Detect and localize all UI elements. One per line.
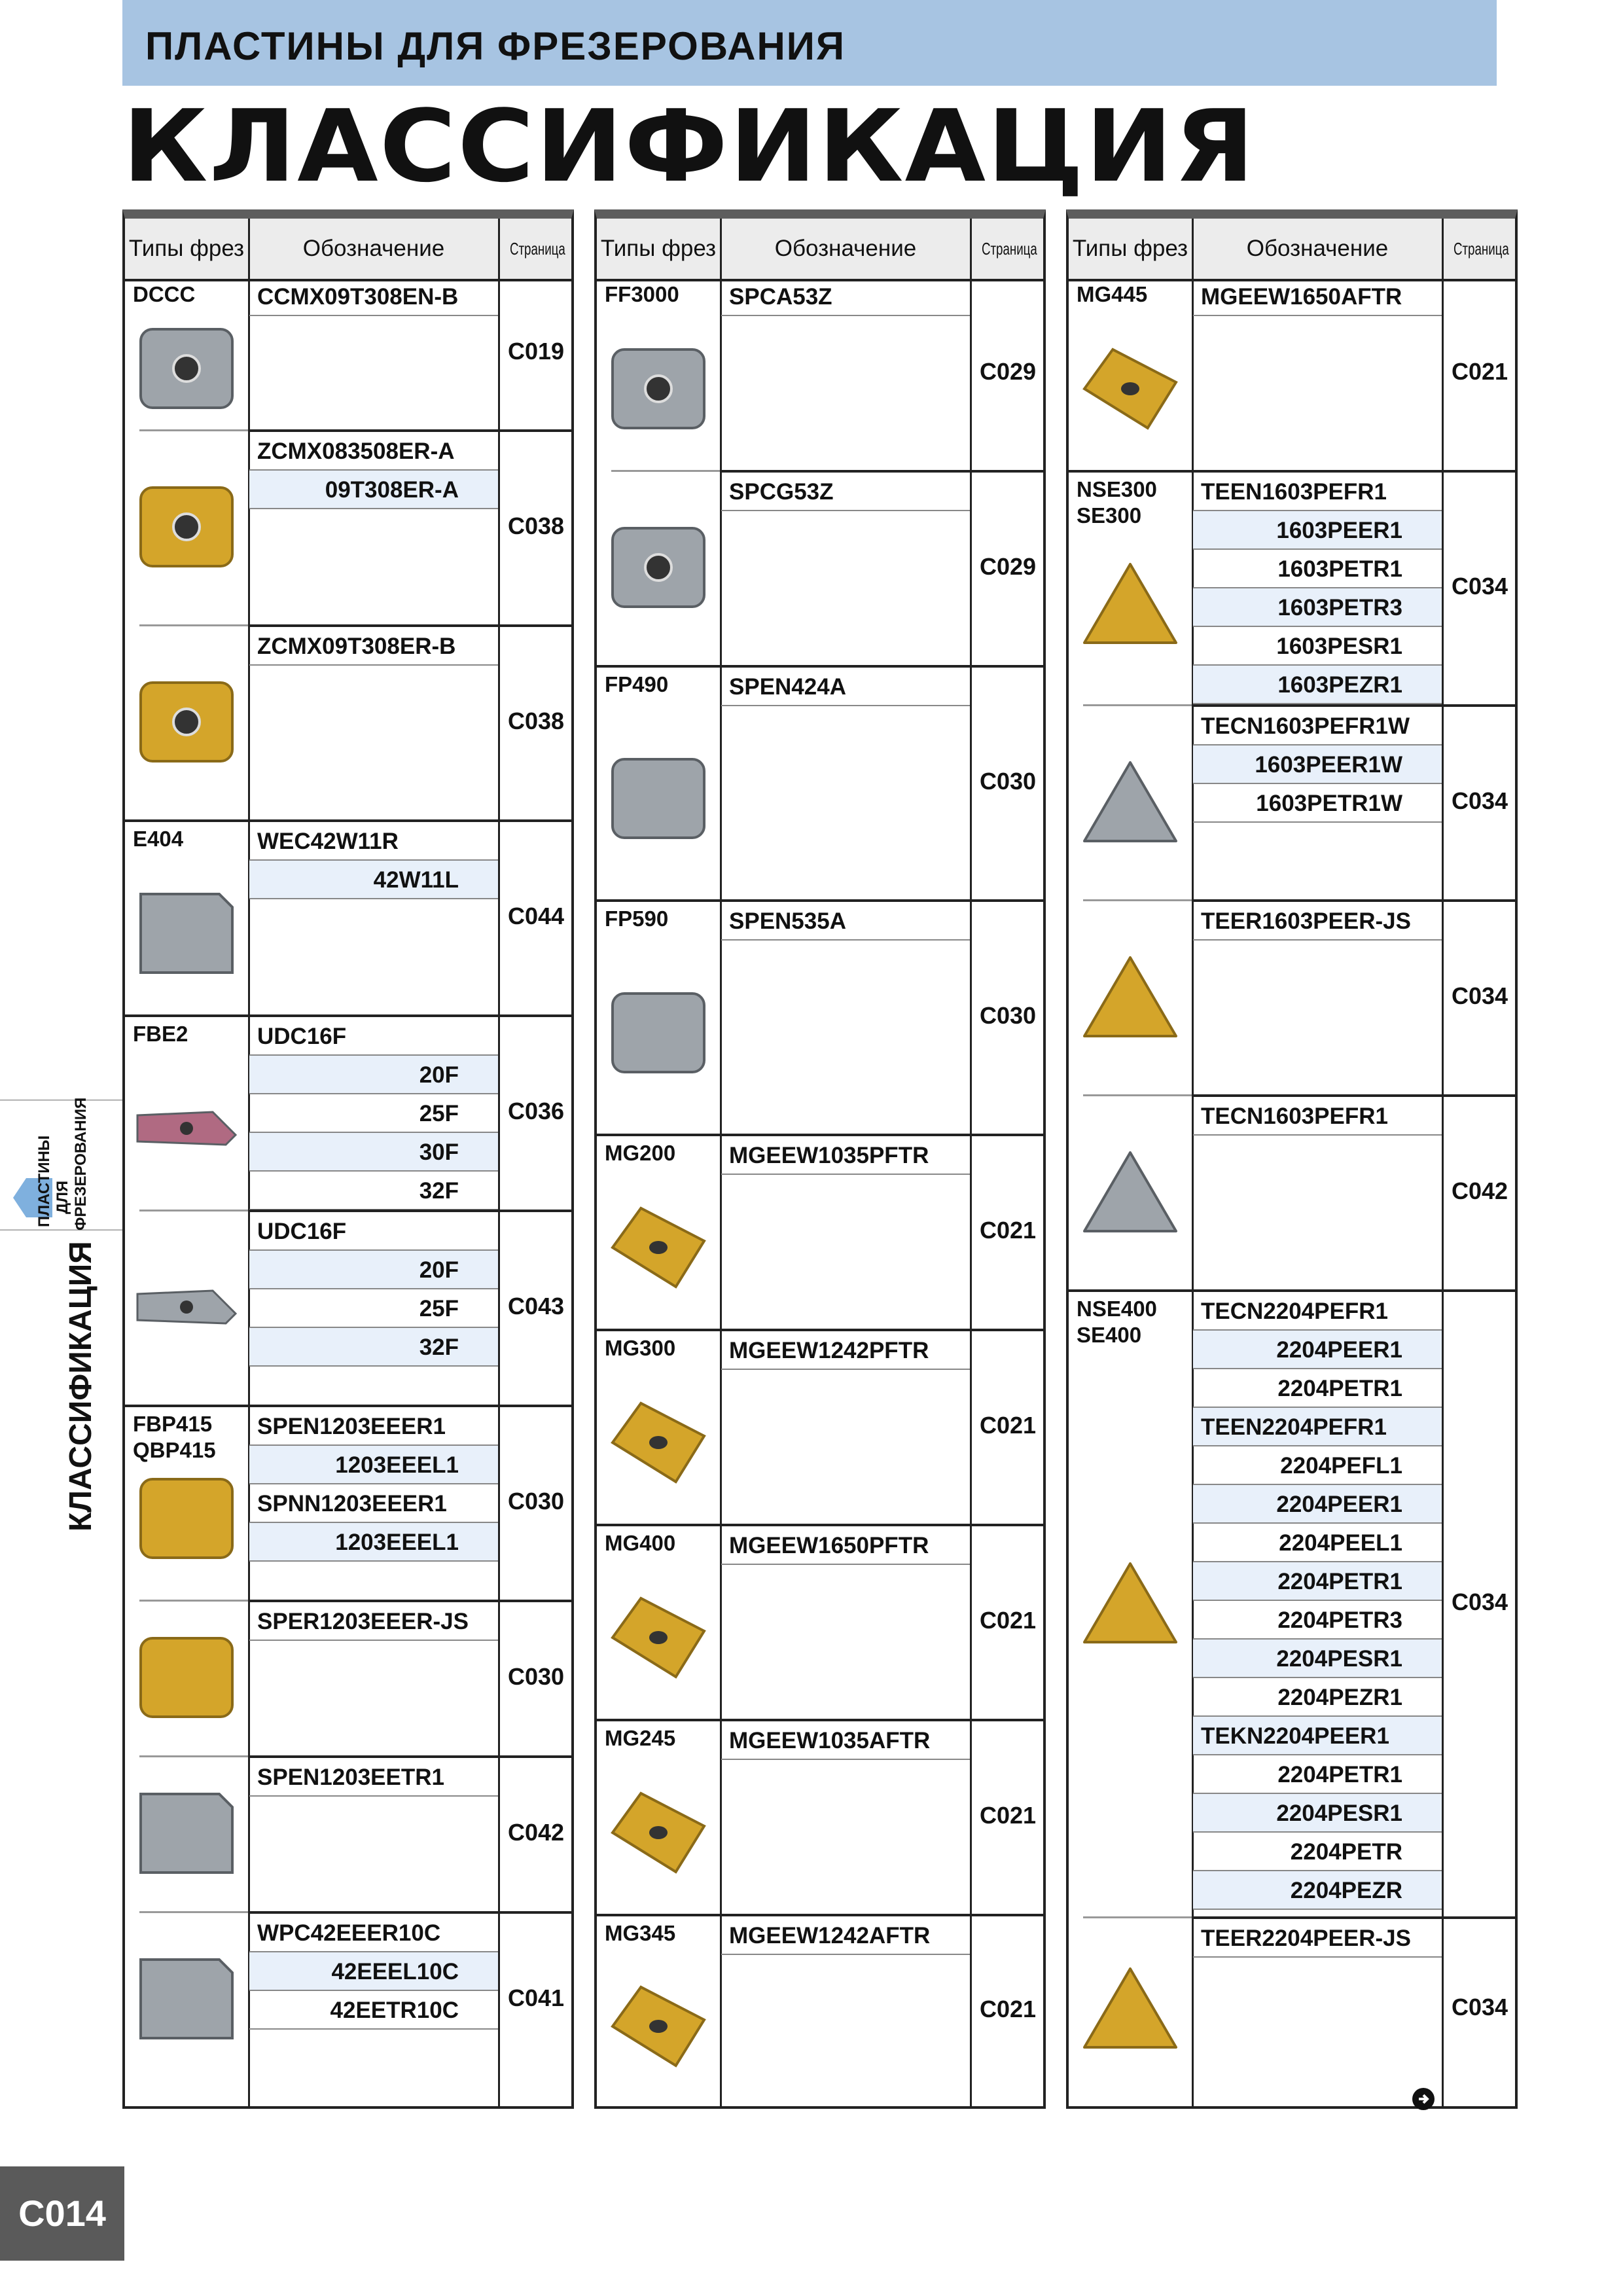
insert-image xyxy=(134,1632,239,1723)
designation-code: 1603PETR3 xyxy=(1193,588,1442,627)
designation-list xyxy=(249,1914,498,2030)
designation-list xyxy=(249,1407,498,1562)
designation-code: 32F xyxy=(249,1172,498,1210)
page-subtitle: ПЛАСТИНЫ ДЛЯ ФРЕЗЕРОВАНИЯ xyxy=(145,24,846,68)
designation-list xyxy=(721,1916,970,1955)
designation-code: TEEN2204PEFR1 xyxy=(1193,1408,1442,1446)
page-reference[interactable]: C038 xyxy=(507,708,565,734)
designation-code: 30F xyxy=(249,1133,498,1172)
designation-code: 2204PETR xyxy=(1193,1833,1442,1871)
designation-code: 1603PEER1W xyxy=(1193,745,1442,784)
designation-code: 2204PEEL1 xyxy=(1193,1524,1442,1562)
insert-group xyxy=(597,899,1043,1134)
series-label: E404 xyxy=(133,827,184,851)
side-tab-line-1: ПЛАСТИНЫ xyxy=(35,1135,53,1227)
designation-code: ZCMX09T308ER-B xyxy=(249,627,498,666)
arrow-glyph xyxy=(1412,2088,1435,2110)
designation-list xyxy=(1193,902,1442,941)
designation-code: SPCG53Z xyxy=(721,473,970,511)
column-header-page: Страница xyxy=(1453,239,1509,259)
designation-code: 2204PEZR xyxy=(1193,1871,1442,1910)
designation-list xyxy=(721,1331,970,1370)
insert-image xyxy=(1078,951,1183,1043)
page-reference[interactable]: C021 xyxy=(1451,358,1508,385)
series-label: FP590 xyxy=(605,906,669,931)
designation-code: 42EEEL10C xyxy=(249,1952,498,1991)
insert-image xyxy=(134,1953,239,2045)
designation-list xyxy=(721,668,970,706)
insert-group xyxy=(125,819,571,1014)
page-number-badge: C014 xyxy=(0,2166,124,2261)
insert-group xyxy=(125,429,571,624)
page-reference[interactable]: C021 xyxy=(979,1607,1037,1634)
insert-image xyxy=(134,888,239,979)
page-reference[interactable]: C034 xyxy=(1451,787,1508,814)
page-reference[interactable]: C036 xyxy=(507,1098,565,1124)
designation-code: TEKN2204PEER1 xyxy=(1193,1717,1442,1755)
insert-image xyxy=(134,1083,239,1174)
header-band xyxy=(122,0,1497,86)
designation-code: 09T308ER-A xyxy=(249,471,498,509)
designation-list xyxy=(721,278,970,316)
series-label: MG200 xyxy=(605,1141,676,1165)
designation-list xyxy=(1193,707,1442,823)
insert-image xyxy=(606,753,711,844)
designation-code: 1203EEEL1 xyxy=(249,1523,498,1562)
insert-group xyxy=(1069,1289,1515,1916)
insert-group xyxy=(597,275,1043,470)
designation-code: 2204PEZR1 xyxy=(1193,1678,1442,1717)
series-label: MG445 xyxy=(1077,282,1148,306)
insert-image xyxy=(1078,558,1183,649)
designation-code: MGEEW1242PFTR xyxy=(721,1331,970,1370)
series-label: MG400 xyxy=(605,1531,676,1555)
classification-table-3 xyxy=(1066,209,1518,2109)
designation-code: 2204PETR1 xyxy=(1193,1562,1442,1601)
insert-image xyxy=(1078,1557,1183,1649)
classification-table-1 xyxy=(122,209,574,2109)
column-header-designation: Обозначение xyxy=(302,236,445,261)
designation-list xyxy=(249,1017,498,1210)
designation-code: 2204PESR1 xyxy=(1193,1794,1442,1833)
page-reference[interactable]: C041 xyxy=(507,1984,565,2011)
insert-group xyxy=(125,1014,571,1210)
designation-list xyxy=(721,902,970,941)
side-section-title: КЛАССИФИКАЦИЯ xyxy=(63,1241,98,1532)
designation-code: UDC16F xyxy=(249,1212,498,1251)
series-label: MG300 xyxy=(605,1336,676,1360)
designation-code: 20F xyxy=(249,1056,498,1094)
column-header-designation: Обозначение xyxy=(1246,236,1389,261)
designation-list xyxy=(1193,1919,1442,1958)
insert-image xyxy=(134,1261,239,1353)
designation-code: SPEN424A xyxy=(721,668,970,706)
designation-code: 2204PEFL1 xyxy=(1193,1446,1442,1485)
designation-code: TECN1603PEFR1W xyxy=(1193,707,1442,745)
insert-image xyxy=(606,1981,711,2072)
page-reference[interactable]: C034 xyxy=(1451,573,1508,600)
column-header-page: Страница xyxy=(509,239,565,259)
column-header-type: Типы фрез xyxy=(600,236,717,261)
page-reference[interactable]: C021 xyxy=(979,1412,1037,1439)
insert-image xyxy=(134,323,239,414)
series-label: NSE300 SE300 xyxy=(1077,477,1157,528)
series-label: NSE400 SE400 xyxy=(1077,1297,1157,1347)
insert-image xyxy=(134,1787,239,1879)
insert-group xyxy=(1069,1094,1515,1289)
designation-code: SPER1203EEER-JS xyxy=(249,1602,498,1641)
insert-group xyxy=(1069,899,1515,1094)
table-header xyxy=(597,219,1043,281)
insert-image xyxy=(134,676,239,768)
insert-image xyxy=(606,522,711,613)
insert-group xyxy=(597,665,1043,899)
designation-code: 2204PEER1 xyxy=(1193,1331,1442,1369)
designation-code: WEC42W11R xyxy=(249,822,498,861)
designation-list xyxy=(249,432,498,509)
side-tab-line-2: ДЛЯ xyxy=(54,1180,71,1214)
designation-code: 1203EEEL1 xyxy=(249,1446,498,1484)
side-tab-label xyxy=(35,1097,108,1230)
designation-code: 2204PETR1 xyxy=(1193,1755,1442,1794)
designation-list xyxy=(249,1758,498,1797)
insert-group xyxy=(1069,1916,1515,2100)
insert-image xyxy=(606,1397,711,1488)
insert-group xyxy=(597,470,1043,665)
insert-group xyxy=(1069,704,1515,899)
series-label: MG245 xyxy=(605,1726,676,1750)
column-header-type: Типы фрез xyxy=(128,236,245,261)
page-reference[interactable]: C021 xyxy=(979,1995,1037,2022)
designation-code: 1603PESR1 xyxy=(1193,627,1442,666)
designation-code: TEEN1603PEFR1 xyxy=(1193,473,1442,511)
insert-image xyxy=(606,987,711,1079)
designation-code: UDC16F xyxy=(249,1017,498,1056)
insert-group xyxy=(125,1911,571,2087)
page-title: КЛАССИФИКАЦИЯ xyxy=(122,88,1257,204)
designation-list xyxy=(249,1212,498,1367)
series-label: FBP415 QBP415 xyxy=(133,1412,216,1462)
page-reference[interactable]: C034 xyxy=(1451,1994,1508,2020)
designation-code: 25F xyxy=(249,1094,498,1133)
designation-code: SPEN1203EEER1 xyxy=(249,1407,498,1446)
page-reference[interactable]: C034 xyxy=(1451,1588,1508,1615)
page-reference[interactable]: C038 xyxy=(507,512,565,539)
designation-code: TECN1603PEFR1 xyxy=(1193,1097,1442,1136)
insert-image xyxy=(1078,756,1183,848)
designation-code: SPNN1203EEER1 xyxy=(249,1484,498,1523)
insert-group xyxy=(125,1600,571,1755)
designation-code: SPEN1203EETR1 xyxy=(249,1758,498,1797)
page-reference[interactable]: C019 xyxy=(507,338,565,365)
designation-code: SPEN535A xyxy=(721,902,970,941)
designation-code: 25F xyxy=(249,1289,498,1328)
insert-group xyxy=(125,1755,571,1911)
designation-code: TEER1603PEER-JS xyxy=(1193,902,1442,941)
designation-list xyxy=(721,1526,970,1565)
insert-group xyxy=(125,275,571,429)
insert-image xyxy=(606,1592,711,1683)
insert-image xyxy=(134,1473,239,1564)
insert-group xyxy=(597,1914,1043,2106)
insert-group xyxy=(597,1524,1043,1719)
column-header-type: Типы фрез xyxy=(1072,236,1188,261)
page-reference[interactable]: C043 xyxy=(507,1293,565,1319)
designation-code: WPC42EEER10C xyxy=(249,1914,498,1952)
page-reference[interactable]: C021 xyxy=(979,1217,1037,1244)
page-reference[interactable]: C030 xyxy=(507,1488,565,1515)
classification-table-2 xyxy=(594,209,1046,2109)
designation-code: 42EETR10C xyxy=(249,1991,498,2030)
designation-code: 1603PETR1 xyxy=(1193,550,1442,588)
insert-group xyxy=(597,1719,1043,1914)
insert-image xyxy=(1078,343,1183,435)
insert-group xyxy=(597,1329,1043,1524)
insert-image xyxy=(1078,1962,1183,2054)
designation-code: 2204PEER1 xyxy=(1193,1485,1442,1524)
designation-code: CCMX09T308EN-B xyxy=(249,278,498,316)
designation-code: 1603PEZR1 xyxy=(1193,666,1442,704)
page-reference[interactable]: C021 xyxy=(979,1802,1037,1829)
designation-list xyxy=(1193,473,1442,704)
designation-code: MGEEW1035AFTR xyxy=(721,1721,970,1760)
designation-list xyxy=(721,1721,970,1760)
designation-code: 1603PEER1 xyxy=(1193,511,1442,550)
designation-code: MGEEW1650AFTR xyxy=(1193,278,1442,316)
page-reference[interactable]: C030 xyxy=(507,1663,565,1690)
designation-list xyxy=(249,822,498,899)
series-label: MG345 xyxy=(605,1921,676,1945)
insert-image xyxy=(134,481,239,573)
insert-group xyxy=(125,1210,571,1405)
designation-code: 1603PETR1W xyxy=(1193,784,1442,823)
insert-image xyxy=(606,343,711,435)
side-tab-line-3: ФРЕЗЕРОВАНИЯ xyxy=(72,1097,90,1230)
designation-code: MGEEW1650PFTR xyxy=(721,1526,970,1565)
designation-code: 2204PETR1 xyxy=(1193,1369,1442,1408)
page-reference[interactable]: C042 xyxy=(507,1819,565,1846)
series-label: FBE2 xyxy=(133,1022,188,1046)
page-reference[interactable]: C030 xyxy=(979,768,1037,795)
designation-code: MGEEW1242AFTR xyxy=(721,1916,970,1955)
designation-code: TEER2204PEER-JS xyxy=(1193,1919,1442,1958)
designation-list xyxy=(1193,1292,1442,1910)
table-header xyxy=(1069,219,1515,281)
column-header-designation: Обозначение xyxy=(774,236,917,261)
insert-group xyxy=(125,624,571,819)
insert-group xyxy=(125,1405,571,1600)
designation-code: ZCMX083508ER-A xyxy=(249,432,498,471)
insert-group xyxy=(1069,470,1515,704)
designation-list xyxy=(721,1136,970,1175)
designation-list xyxy=(721,473,970,511)
designation-code: 42W11L xyxy=(249,861,498,899)
designation-list xyxy=(1193,1097,1442,1136)
table-header xyxy=(125,219,571,281)
designation-list xyxy=(249,627,498,666)
designation-code: 20F xyxy=(249,1251,498,1289)
insert-group xyxy=(597,1134,1043,1329)
page-reference[interactable]: C030 xyxy=(979,1002,1037,1029)
arrow-right-icon[interactable] xyxy=(1412,2088,1435,2110)
designation-list xyxy=(1193,278,1442,316)
designation-code: TECN2204PEFR1 xyxy=(1193,1292,1442,1331)
page-reference[interactable]: C042 xyxy=(1451,1177,1508,1204)
designation-list xyxy=(249,278,498,316)
designation-code: 2204PESR1 xyxy=(1193,1640,1442,1678)
series-label: DCCC xyxy=(133,282,196,306)
designation-code: 32F xyxy=(249,1328,498,1367)
designation-list xyxy=(249,1602,498,1641)
series-label: FP490 xyxy=(605,672,669,696)
page-reference[interactable]: C044 xyxy=(507,903,565,929)
insert-group xyxy=(1069,275,1515,470)
page-reference[interactable]: C034 xyxy=(1451,982,1508,1009)
designation-code: SPCA53Z xyxy=(721,278,970,316)
insert-image xyxy=(1078,1146,1183,1238)
series-label: FF3000 xyxy=(605,282,679,306)
page-reference[interactable]: C029 xyxy=(979,358,1037,385)
insert-image xyxy=(606,1202,711,1293)
column-header-page: Страница xyxy=(981,239,1037,259)
page-reference[interactable]: C029 xyxy=(979,553,1037,580)
designation-code: 2204PETR3 xyxy=(1193,1601,1442,1640)
insert-image xyxy=(606,1787,711,1878)
designation-code: MGEEW1035PFTR xyxy=(721,1136,970,1175)
